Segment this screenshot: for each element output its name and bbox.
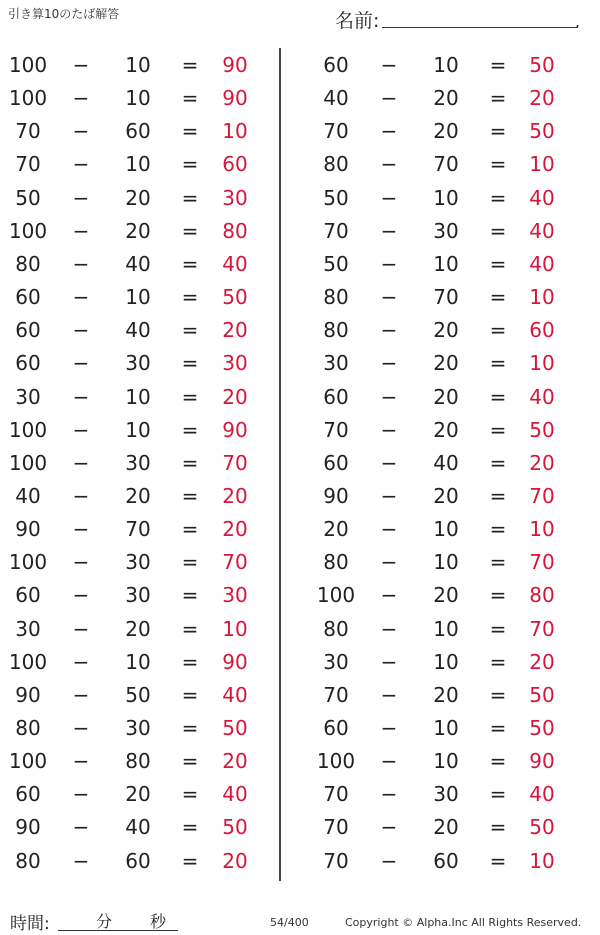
subtrahend: 30: [125, 583, 151, 608]
answer: 50: [222, 815, 248, 840]
minus-sign: −: [380, 318, 398, 343]
equals-sign: =: [181, 185, 199, 210]
minus-sign: −: [380, 218, 398, 243]
minuend: 60: [15, 285, 41, 310]
equals-sign: =: [181, 417, 199, 442]
subtrahend: 10: [433, 517, 459, 542]
subtrahend: 10: [433, 749, 459, 774]
equals-sign: =: [489, 119, 507, 144]
minus-sign: −: [380, 517, 398, 542]
subtrahend: 20: [433, 351, 459, 376]
answer: 50: [529, 119, 555, 144]
answer: 10: [529, 152, 555, 177]
page-number: 54/400: [270, 916, 309, 929]
worksheet-title: 引き算10のたば解答: [8, 7, 120, 21]
minus-sign: −: [72, 550, 90, 575]
minus-sign: −: [72, 682, 90, 707]
subtrahend: 30: [433, 218, 459, 243]
equals-sign: =: [181, 716, 199, 740]
time-label: 時間:: [10, 914, 50, 934]
copyright-notice: Copyright © Alpha.Inc All Rights Reserved.: [345, 916, 582, 929]
equals-sign: =: [181, 251, 199, 276]
equals-sign: =: [181, 218, 199, 243]
minus-sign: −: [380, 86, 398, 111]
right-problem-row: [0, 712, 600, 745]
subtrahend: 20: [125, 483, 151, 508]
minus-sign: −: [380, 483, 398, 508]
right-problem-row: [0, 148, 600, 181]
equals-sign: =: [489, 815, 507, 840]
subtrahend: 10: [125, 53, 151, 77]
subtrahend: 20: [433, 384, 459, 409]
right-problem-row: [0, 579, 600, 612]
minuend: 90: [15, 815, 41, 840]
minus-sign: −: [380, 815, 398, 840]
equals-sign: =: [489, 716, 507, 740]
answer: 40: [222, 682, 248, 707]
equals-sign: =: [489, 185, 507, 210]
minuend: 40: [15, 483, 41, 508]
answer: 80: [529, 583, 555, 608]
minuend: 80: [323, 318, 349, 343]
minus-sign: −: [72, 749, 90, 774]
minus-sign: −: [380, 152, 398, 177]
minuend: 30: [323, 649, 349, 674]
minuend: 80: [323, 616, 349, 641]
subtrahend: 10: [433, 716, 459, 740]
subtrahend: 10: [125, 152, 151, 177]
answer: 10: [222, 119, 248, 144]
minuend: 70: [323, 417, 349, 442]
answer: 90: [529, 749, 555, 774]
subtrahend: 30: [125, 550, 151, 575]
answer: 70: [529, 550, 555, 575]
equals-sign: =: [489, 86, 507, 111]
name-field-end: .: [575, 12, 581, 31]
minus-sign: −: [380, 649, 398, 674]
subtrahend: 20: [433, 119, 459, 144]
minus-sign: −: [380, 450, 398, 475]
equals-sign: =: [181, 782, 199, 807]
subtrahend: 40: [433, 450, 459, 475]
answer: 50: [222, 285, 248, 310]
answer: 20: [529, 450, 555, 475]
minuend: 60: [323, 384, 349, 409]
answer: 90: [222, 86, 248, 111]
minus-sign: −: [72, 152, 90, 177]
subtrahend: 30: [125, 716, 151, 740]
subtrahend: 10: [433, 53, 459, 77]
subtrahend: 60: [125, 848, 151, 873]
right-problem-row: [0, 447, 600, 480]
minuend: 70: [323, 782, 349, 807]
subtrahend: 70: [433, 152, 459, 177]
subtrahend: 10: [125, 649, 151, 674]
answer: 40: [222, 782, 248, 807]
minuend: 80: [323, 152, 349, 177]
right-problem-row: [0, 745, 600, 778]
equals-sign: =: [489, 384, 507, 409]
minuend: 90: [15, 682, 41, 707]
answer: 70: [222, 550, 248, 575]
minus-sign: −: [380, 583, 398, 608]
answer: 10: [529, 285, 555, 310]
minuend: 40: [323, 86, 349, 111]
answer: 40: [529, 782, 555, 807]
minus-sign: −: [72, 351, 90, 376]
minuend: 70: [323, 848, 349, 873]
equals-sign: =: [181, 450, 199, 475]
equals-sign: =: [181, 53, 199, 77]
minuend: 70: [323, 218, 349, 243]
subtrahend: 50: [125, 682, 151, 707]
subtrahend: 70: [125, 517, 151, 542]
right-problem-row: [0, 215, 600, 248]
right-problem-row: [0, 281, 600, 314]
equals-sign: =: [489, 550, 507, 575]
minuend: 60: [15, 351, 41, 376]
minuend: 80: [15, 251, 41, 276]
minuend: 30: [323, 351, 349, 376]
answer: 10: [529, 517, 555, 542]
answer: 10: [529, 848, 555, 873]
minus-sign: −: [72, 483, 90, 508]
equals-sign: =: [489, 682, 507, 707]
right-problem-row: [0, 546, 600, 579]
minuend: 100: [8, 649, 48, 674]
answer: 80: [222, 218, 248, 243]
seconds-label: 秒: [150, 912, 167, 931]
equals-sign: =: [489, 749, 507, 774]
equals-sign: =: [181, 119, 199, 144]
answer: 50: [222, 716, 248, 740]
minuend: 70: [15, 119, 41, 144]
equals-sign: =: [181, 616, 199, 641]
minuend: 60: [15, 318, 41, 343]
equals-sign: =: [489, 848, 507, 873]
right-problem-row: [0, 646, 600, 679]
subtrahend: 40: [125, 318, 151, 343]
minuend: 100: [8, 417, 48, 442]
minus-sign: −: [72, 384, 90, 409]
minus-sign: −: [72, 251, 90, 276]
answer: 50: [529, 417, 555, 442]
minuend: 70: [15, 152, 41, 177]
minus-sign: −: [72, 782, 90, 807]
answer: 20: [222, 848, 248, 873]
answer: 20: [529, 649, 555, 674]
answer: 20: [222, 749, 248, 774]
subtrahend: 20: [433, 86, 459, 111]
subtrahend: 80: [125, 749, 151, 774]
subtrahend: 40: [125, 251, 151, 276]
minus-sign: −: [72, 517, 90, 542]
minuend: 80: [15, 848, 41, 873]
subtrahend: 10: [433, 649, 459, 674]
minus-sign: −: [72, 848, 90, 873]
minus-sign: −: [380, 616, 398, 641]
minus-sign: −: [380, 749, 398, 774]
answer: 30: [222, 583, 248, 608]
minuend: 90: [15, 517, 41, 542]
answer: 20: [222, 483, 248, 508]
subtrahend: 10: [433, 185, 459, 210]
subtrahend: 20: [433, 583, 459, 608]
minus-sign: −: [380, 384, 398, 409]
right-problem-row: [0, 49, 600, 82]
equals-sign: =: [489, 483, 507, 508]
answer: 30: [222, 351, 248, 376]
right-problem-row: [0, 381, 600, 414]
answer: 70: [529, 616, 555, 641]
equals-sign: =: [181, 318, 199, 343]
answer: 70: [222, 450, 248, 475]
subtrahend: 10: [125, 285, 151, 310]
minuend: 30: [15, 384, 41, 409]
subtrahend: 30: [125, 450, 151, 475]
minuend: 100: [8, 53, 48, 77]
equals-sign: =: [489, 616, 507, 641]
answer: 20: [222, 318, 248, 343]
minuend: 70: [323, 682, 349, 707]
subtrahend: 70: [433, 285, 459, 310]
minuend: 50: [323, 251, 349, 276]
equals-sign: =: [489, 218, 507, 243]
name-field-line[interactable]: [382, 27, 578, 28]
equals-sign: =: [489, 351, 507, 376]
minuend: 60: [15, 583, 41, 608]
right-problem-row: [0, 414, 600, 447]
subtrahend: 30: [125, 351, 151, 376]
answer: 40: [222, 251, 248, 276]
minuend: 30: [15, 616, 41, 641]
subtrahend: 20: [125, 782, 151, 807]
equals-sign: =: [181, 682, 199, 707]
minus-sign: −: [72, 318, 90, 343]
equals-sign: =: [181, 815, 199, 840]
right-problem-row: [0, 613, 600, 646]
minus-sign: −: [380, 53, 398, 77]
minuend: 100: [316, 749, 356, 774]
equals-sign: =: [489, 53, 507, 77]
subtrahend: 20: [433, 483, 459, 508]
minuend: 100: [8, 749, 48, 774]
answer: 50: [529, 716, 555, 740]
subtrahend: 20: [433, 815, 459, 840]
subtrahend: 30: [433, 782, 459, 807]
subtrahend: 20: [125, 218, 151, 243]
equals-sign: =: [181, 848, 199, 873]
minuend: 100: [8, 450, 48, 475]
minuend: 20: [323, 517, 349, 542]
subtrahend: 60: [125, 119, 151, 144]
answer: 70: [529, 483, 555, 508]
right-problem-row: [0, 115, 600, 148]
right-problem-row: [0, 679, 600, 712]
equals-sign: =: [489, 152, 507, 177]
minus-sign: −: [72, 815, 90, 840]
equals-sign: =: [181, 152, 199, 177]
answer: 10: [529, 351, 555, 376]
answer: 90: [222, 649, 248, 674]
right-problem-row: [0, 513, 600, 546]
minuend: 100: [8, 218, 48, 243]
minus-sign: −: [72, 86, 90, 111]
subtrahend: 10: [433, 616, 459, 641]
equals-sign: =: [181, 86, 199, 111]
minuend: 60: [323, 716, 349, 740]
right-problem-row: [0, 347, 600, 380]
answer: 40: [529, 384, 555, 409]
equals-sign: =: [489, 417, 507, 442]
minuend: 50: [323, 185, 349, 210]
subtrahend: 10: [433, 251, 459, 276]
minus-sign: −: [380, 119, 398, 144]
equals-sign: =: [489, 517, 507, 542]
minus-sign: −: [72, 285, 90, 310]
subtrahend: 60: [433, 848, 459, 873]
subtrahend: 20: [433, 417, 459, 442]
answer: 60: [529, 318, 555, 343]
answer: 50: [529, 815, 555, 840]
name-label: 名前:: [335, 10, 380, 32]
equals-sign: =: [489, 782, 507, 807]
answer: 40: [529, 251, 555, 276]
minus-sign: −: [72, 716, 90, 740]
answer: 90: [222, 417, 248, 442]
minuend: 60: [323, 450, 349, 475]
minus-sign: −: [72, 616, 90, 641]
minus-sign: −: [380, 285, 398, 310]
equals-sign: =: [181, 749, 199, 774]
minuend: 100: [316, 583, 356, 608]
answer: 20: [222, 384, 248, 409]
minuend: 100: [8, 86, 48, 111]
minus-sign: −: [72, 417, 90, 442]
equals-sign: =: [181, 550, 199, 575]
minus-sign: −: [72, 450, 90, 475]
subtrahend: 20: [125, 616, 151, 641]
minus-sign: −: [380, 682, 398, 707]
equals-sign: =: [489, 583, 507, 608]
minus-sign: −: [72, 218, 90, 243]
equals-sign: =: [181, 351, 199, 376]
minutes-label: 分: [96, 912, 113, 931]
minus-sign: −: [72, 53, 90, 77]
subtrahend: 20: [433, 318, 459, 343]
equals-sign: =: [489, 318, 507, 343]
answer: 60: [222, 152, 248, 177]
minus-sign: −: [380, 716, 398, 740]
minuend: 90: [323, 483, 349, 508]
minus-sign: −: [380, 185, 398, 210]
answer: 40: [529, 218, 555, 243]
minus-sign: −: [72, 649, 90, 674]
answer: 10: [222, 616, 248, 641]
minuend: 60: [323, 53, 349, 77]
minuend: 80: [323, 285, 349, 310]
minus-sign: −: [380, 351, 398, 376]
answer: 90: [222, 53, 248, 77]
subtrahend: 20: [433, 682, 459, 707]
minuend: 80: [15, 716, 41, 740]
equals-sign: =: [489, 285, 507, 310]
answer: 50: [529, 682, 555, 707]
minus-sign: −: [380, 782, 398, 807]
minus-sign: −: [380, 848, 398, 873]
answer: 40: [529, 185, 555, 210]
equals-sign: =: [181, 384, 199, 409]
equals-sign: =: [181, 583, 199, 608]
right-problem-row: [0, 845, 600, 878]
equals-sign: =: [181, 285, 199, 310]
equals-sign: =: [181, 649, 199, 674]
minuend: 70: [323, 119, 349, 144]
minuend: 50: [15, 185, 41, 210]
minus-sign: −: [72, 185, 90, 210]
equals-sign: =: [181, 483, 199, 508]
right-problem-row: [0, 811, 600, 844]
minus-sign: −: [72, 119, 90, 144]
equals-sign: =: [489, 649, 507, 674]
subtrahend: 20: [125, 185, 151, 210]
minuend: 80: [323, 550, 349, 575]
minuend: 70: [323, 815, 349, 840]
right-problem-row: [0, 314, 600, 347]
answer: 30: [222, 185, 248, 210]
right-problem-row: [0, 778, 600, 811]
minus-sign: −: [380, 417, 398, 442]
right-problem-row: [0, 248, 600, 281]
subtrahend: 10: [125, 384, 151, 409]
answer: 20: [222, 517, 248, 542]
subtrahend: 10: [433, 550, 459, 575]
right-problem-row: [0, 82, 600, 115]
minus-sign: −: [380, 550, 398, 575]
subtrahend: 40: [125, 815, 151, 840]
minus-sign: −: [72, 583, 90, 608]
minuend: 60: [15, 782, 41, 807]
right-problem-row: [0, 480, 600, 513]
right-problem-row: [0, 182, 600, 215]
equals-sign: =: [489, 450, 507, 475]
equals-sign: =: [181, 517, 199, 542]
minuend: 100: [8, 550, 48, 575]
answer: 50: [529, 53, 555, 77]
answer: 20: [529, 86, 555, 111]
equals-sign: =: [489, 251, 507, 276]
subtrahend: 10: [125, 417, 151, 442]
minus-sign: −: [380, 251, 398, 276]
subtrahend: 10: [125, 86, 151, 111]
